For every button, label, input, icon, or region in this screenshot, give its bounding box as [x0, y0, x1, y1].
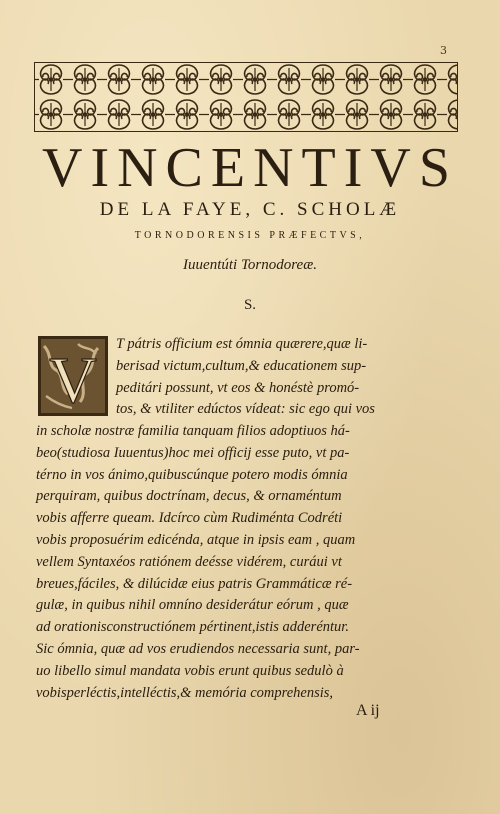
body-line: breues,fáciles, & dilúcidæ eius patris Grammáticæ ré- — [36, 575, 353, 592]
author-name-heading: VINCENTIVS — [42, 137, 458, 199]
page-number: 3 — [440, 44, 447, 57]
salutation: S. — [243, 297, 257, 313]
body-line: perquiram, quibus doctrínam, decus, & ornaméntum — [36, 488, 342, 505]
body-line: tos, & vtiliter edúctos vídeat: sic ego qui vos — [116, 401, 375, 418]
body-line: vobisperléctis,intelléctis,& memória comprehensis, — [36, 684, 334, 701]
decorated-initial — [38, 336, 108, 416]
body-line: Sic ómnia, quæ ad vos erudiendos necessaria sunt, par- — [36, 641, 360, 657]
body-line: peditári possunt, vt eos & honéstè promó- — [116, 379, 360, 396]
body-line: ad orationisconstructiónem pértinent,istis adderéntur. — [36, 619, 349, 636]
body-line: gulæ, in quibus nihil omníno desiderátur eórum , quæ — [36, 597, 349, 614]
heading-line-2: TORNODORENSIS PRÆFECTVS, — [134, 230, 366, 241]
body-line: beo(studiosa Iuuentus)hoc mei officij esse puto, vt pa- — [36, 444, 350, 461]
initial-letter: V — [49, 344, 97, 416]
body-line: térno in vos ánimo,quibuscúnque potero modis ómnia — [36, 466, 348, 483]
body-line: vobis proposuérim edicénda, atque in ipsis eam , quam — [36, 532, 356, 548]
heading-line-1: DE LA FAYE, C. SCHOLÆ — [99, 199, 401, 220]
body-line: vellem Syntaxéos ratiónem deésse vidérem, curáui vt — [36, 553, 342, 570]
dedication-line: Iuuentúti Tornodoreæ. — [183, 257, 317, 273]
body-line: T pátris officium est ómnia quærere,quæ li- — [116, 336, 368, 352]
body-line: berisad victum,cultum,& educationem sup- — [116, 357, 367, 374]
ornamental-headpiece — [34, 62, 458, 132]
body-line: uo libello simul mandata vobis erunt quibus sedulò à — [36, 662, 344, 679]
body-line: vobis afferre queam. Idcírco cùm Rudiménta Codréti — [36, 510, 343, 527]
catchword: A ij — [356, 702, 380, 719]
body-line: in scholæ nostræ familia tanquam filios adoptiuos há- — [36, 423, 350, 439]
